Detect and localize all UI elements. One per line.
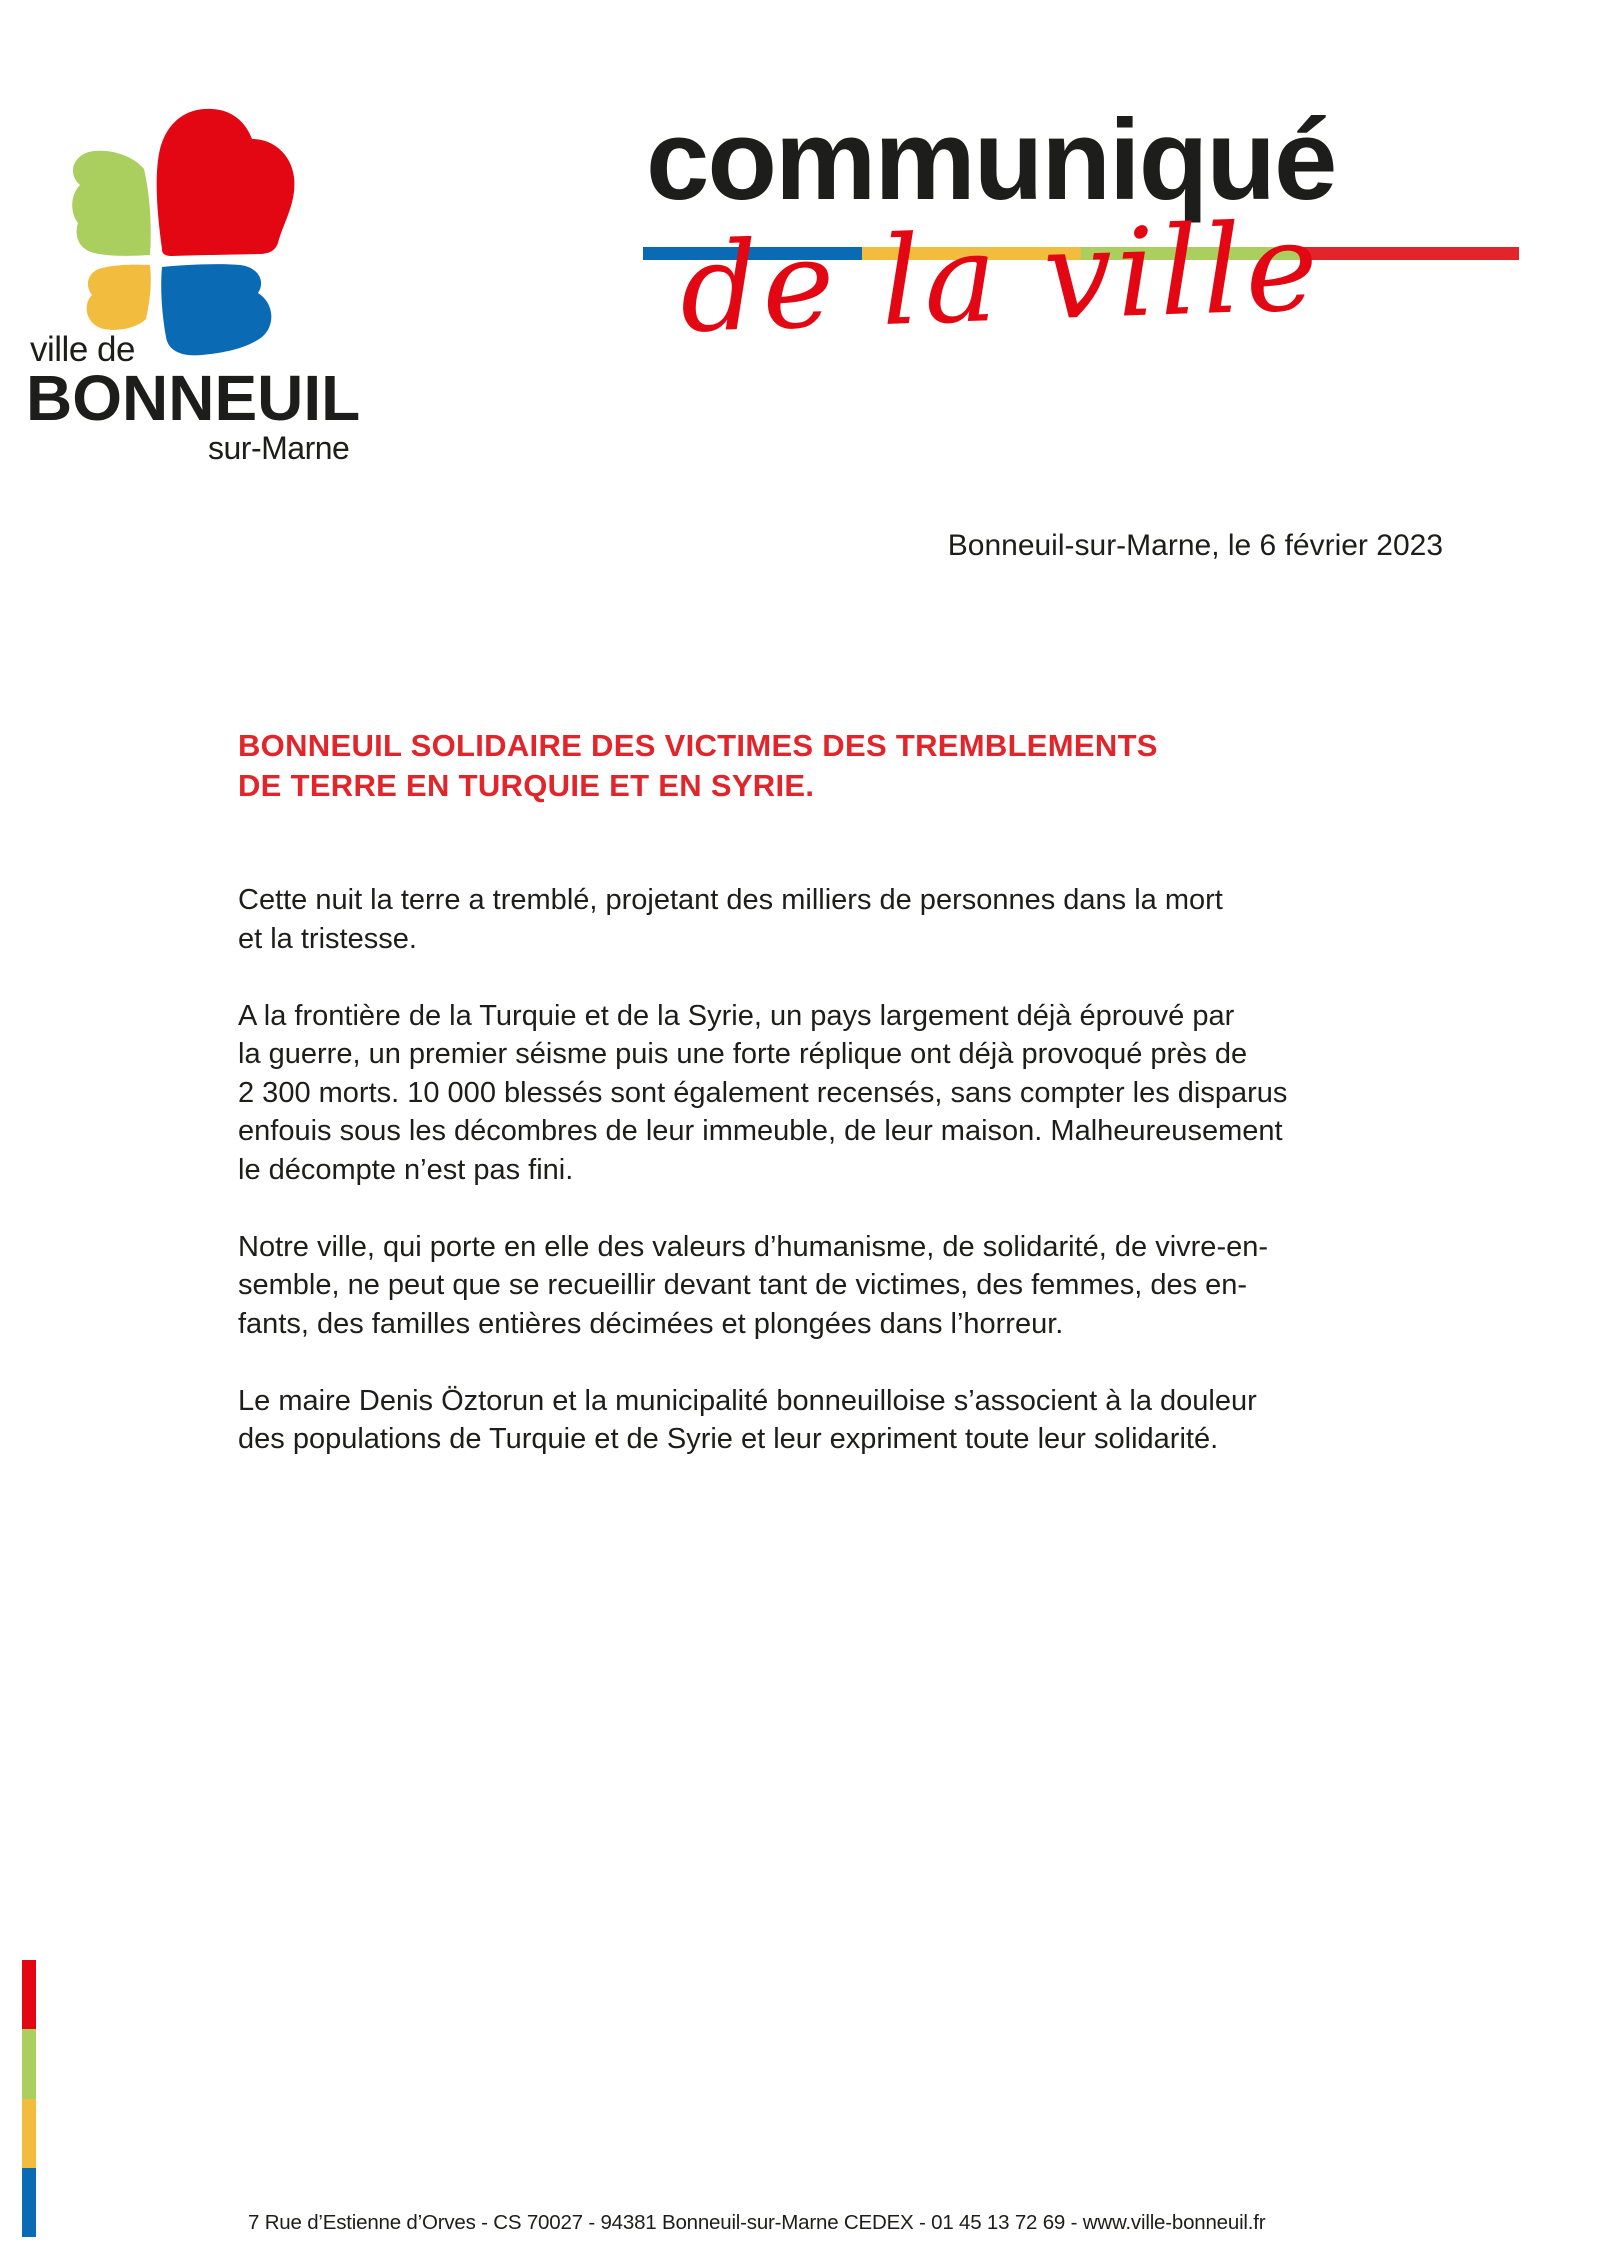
headline xyxy=(238,726,1398,806)
body-line: A la frontière de la Turquie et de la Syrie, un pays largement déjà éprouvé par xyxy=(238,999,1235,1032)
footer-contact-info: 7 Rue d’Estienne d’Orves - CS 70027 - 94381 Bonneuil-sur-Marne CEDEX - 01 45 13 72 69 - www.ville-bonneuil.fr xyxy=(248,2211,1266,2234)
body-line: semble, ne peut que se recueillir devant tant de victimes, des femmes, des en- xyxy=(238,1269,1248,1301)
paragraph-3 xyxy=(238,1228,1438,1344)
headline-line: DE TERRE EN TURQUIE ET EN SYRIE. xyxy=(238,768,815,803)
side-bar-yellow-segment xyxy=(22,2099,36,2168)
header-title: communiqué xyxy=(646,97,1336,224)
body-line: Notre ville, qui porte en elle des valeurs d’humanisme, de solidarité, de vivre-en- xyxy=(238,1230,1269,1263)
logo-suffix-text: sur-Marne xyxy=(208,430,350,466)
clover-green-petal xyxy=(72,151,151,256)
headline-line: BONNEUIL SOLIDAIRE DES VICTIMES DES TREMBLEMENTS xyxy=(238,728,1158,763)
body-line: Le maire Denis Öztorun et la municipalité bonneuilloise s’associent à la douleur xyxy=(238,1384,1257,1417)
clover-blue-petal xyxy=(161,264,271,355)
paragraph-4 xyxy=(238,1382,1438,1459)
header-script-subtitle: de la ville xyxy=(677,195,1324,360)
body-line: la guerre, un premier séisme puis une forte réplique ont déjà provoqué près de xyxy=(238,1038,1248,1070)
clover-yellow-petal xyxy=(87,265,151,330)
body-line: et la tristesse. xyxy=(238,922,417,955)
side-bar-red-segment xyxy=(22,1960,36,2029)
logo-prefix-text: ville de xyxy=(30,330,135,369)
city-logo xyxy=(26,105,361,470)
stripe-red-segment xyxy=(1300,247,1519,260)
press-release-date: Bonneuil-sur-Marne, le 6 février 2023 xyxy=(947,529,1443,562)
body-line: des populations de Turquie et de Syrie et leur expriment toute leur solidarité. xyxy=(238,1423,1219,1455)
logo-city-name: BONNEUIL xyxy=(26,362,361,434)
paragraph-1 xyxy=(238,881,1438,958)
body-line: le décompte n’est pas fini. xyxy=(238,1153,574,1186)
side-color-bar xyxy=(22,1960,36,2237)
body-line: enfouis sous les décombres de leur immeuble, de leur maison. Malheureusement xyxy=(238,1115,1283,1147)
body-line: fants, des familles entières décimées et plongées dans l’horreur. xyxy=(238,1307,1064,1340)
side-bar-green-segment xyxy=(22,2029,36,2098)
paragraph-2 xyxy=(238,997,1438,1190)
side-bar-blue-segment xyxy=(22,2168,36,2237)
body-text xyxy=(238,881,1438,1497)
body-line: Cette nuit la terre a tremblé, projetant des milliers de personnes dans la mort xyxy=(238,884,1223,916)
body-line: 2 300 morts. 10 000 blessés sont également recensés, sans compter les disparus xyxy=(238,1076,1288,1109)
clover-red-petal xyxy=(157,109,295,256)
